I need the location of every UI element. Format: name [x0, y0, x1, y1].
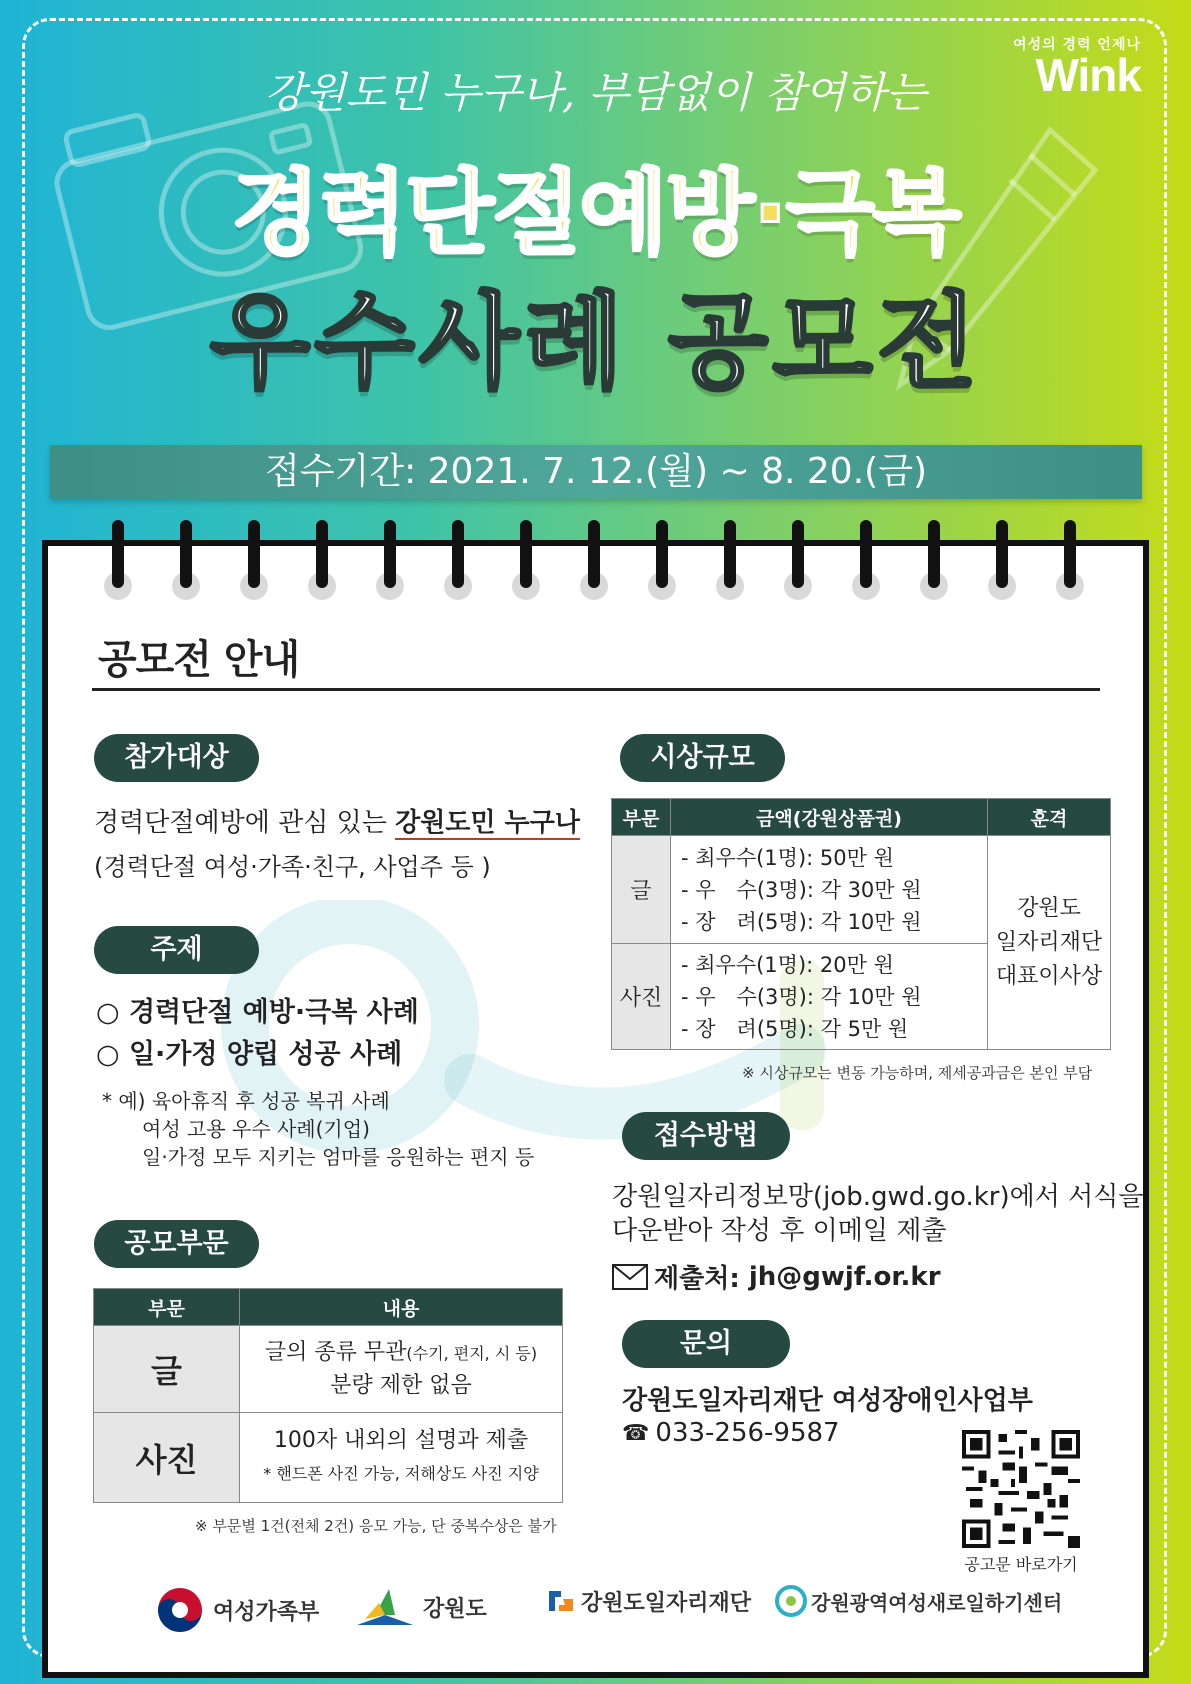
table-row [94, 1326, 563, 1413]
submit-line1: 강원일자리정보망(job.gwd.go.kr)에서 서식을 [612, 1182, 1144, 1212]
logo-text: 강원광역여성새로일하기센터 [811, 1590, 1063, 1615]
prize-line: - 장 려(5명): 각 5만 원 [681, 1016, 909, 1041]
poster-title-line1: 경력단절예방·극복 [231, 160, 960, 267]
theme-label: 주제 [94, 926, 259, 974]
qr-label: 공고문 바로가기 [964, 1555, 1078, 1574]
logo-gangwon [355, 1585, 487, 1629]
notebook-ring [647, 520, 677, 608]
submit-line2: 다운받아 작성 후 이메일 제출 [612, 1216, 947, 1246]
email-address[interactable]: jh@gwjf.or.kr [748, 1261, 941, 1292]
category-header: 내용 [240, 1289, 563, 1326]
phone-icon: ☎ [622, 1420, 650, 1446]
award-line: 강원도 [1017, 895, 1081, 921]
notebook-ring [443, 520, 473, 608]
prize-header: 금액(강원상품권) [671, 799, 988, 836]
prize-note: ※ 시상규모는 변동 가능하며, 제세공과금은 본인 부담 [742, 1064, 1093, 1082]
notebook-ring [987, 520, 1017, 608]
submit-email-row [612, 1258, 941, 1295]
prize-award [988, 836, 1111, 1050]
prize-line: - 최우수(1명): 20만 원 [681, 952, 894, 977]
theme-item: ○ 경력단절 예방·극복 사례 [96, 997, 419, 1028]
category-note: ※ 부문별 1건(전체 2건) 응모 가능, 단 중복수상은 불가 [195, 1517, 557, 1535]
logo-saeil [775, 1585, 1062, 1617]
target-line1-prefix: 경력단절예방에 관심 있는 [94, 808, 396, 838]
gangwon-emblem-icon [355, 1585, 415, 1629]
prize-header: 부문 [612, 799, 671, 836]
notebook-ring [851, 520, 881, 608]
notebook-ring [375, 520, 405, 608]
category-line1: 글의 종류 무관 [264, 1339, 407, 1365]
notebook-ring [171, 520, 201, 608]
email-label: 제출처: [654, 1264, 740, 1294]
contact-label: 문의 [622, 1320, 790, 1368]
category-line1: 100자 내외의 설명과 제출 [273, 1428, 529, 1453]
category-line1-small: (수기, 편지, 시 등) [406, 1343, 538, 1363]
theme-example: 일·가정 모두 지키는 엄마를 응원하는 편지 등 [142, 1145, 535, 1169]
category-content [240, 1413, 563, 1503]
target-label: 참가대상 [94, 734, 259, 782]
saeil-emblem-icon [775, 1585, 807, 1617]
section-title: 공모전 안내 [98, 637, 300, 683]
notebook-ring [511, 520, 541, 608]
category-name: 글 [94, 1326, 240, 1413]
category-header: 부문 [94, 1289, 240, 1326]
notebook-ring [783, 520, 813, 608]
table-row [94, 1413, 563, 1503]
envelope-icon [612, 1264, 648, 1290]
category-table [93, 1288, 563, 1503]
category-content [240, 1326, 563, 1413]
taegeuk-icon [155, 1585, 205, 1635]
theme-item: ○ 일·가정 양립 성공 사례 [96, 1039, 403, 1070]
contact-phone-row [622, 1418, 840, 1448]
prize-line: - 우 수(3명): 각 10만 원 [681, 984, 922, 1009]
prize-label: 시상규모 [620, 734, 785, 782]
wink-logo: Wink [1035, 49, 1141, 101]
poster-subtitle: 강원도민 누구나, 부담없이 참여하는 [264, 68, 927, 117]
notebook-ring [919, 520, 949, 608]
target-line2: (경력단절 여성·가족·친구, 사업주 등 ) [94, 853, 491, 881]
table-row [612, 836, 1111, 944]
target-line1 [94, 802, 580, 839]
section-divider [92, 688, 1100, 691]
brand-tagline: 여성의 경력 언제나 [1013, 37, 1141, 53]
notebook-ring [715, 520, 745, 608]
prize-category: 사진 [612, 944, 671, 1050]
award-line: 일자리재단 [995, 929, 1103, 955]
prize-amounts [671, 836, 988, 944]
logo-text: 여성가족부 [213, 1599, 320, 1625]
category-line2: 분량 제한 없음 [330, 1372, 472, 1398]
prize-header: 훈격 [988, 799, 1111, 836]
notebook-ring [103, 520, 133, 608]
notebook-ring [579, 520, 609, 608]
notebook-ring [1055, 520, 1085, 608]
theme-example: 여성 고용 우수 사례(기업) [142, 1117, 370, 1141]
poster-title-line2: 우수사례 공모전 [209, 281, 982, 403]
award-line: 대표이사상 [995, 963, 1103, 989]
prize-table [611, 798, 1111, 1050]
submit-label: 접수방법 [622, 1112, 790, 1160]
prize-line: - 최우수(1명): 50만 원 [681, 845, 894, 870]
qr-code[interactable] [962, 1430, 1080, 1548]
target-emphasis: 강원도민 누구나 [395, 808, 580, 838]
contact-org: 강원도일자리재단 여성장애인사업부 [622, 1386, 1033, 1416]
category-name: 사진 [94, 1413, 240, 1503]
logo-text: 강원도일자리재단 [581, 1590, 752, 1616]
theme-example: * 예) 육아휴직 후 성공 복귀 사례 [102, 1089, 390, 1113]
notebook-ring [239, 520, 269, 608]
contact-phone: 033-256-9587 [655, 1418, 840, 1448]
gwjf-emblem-icon [545, 1585, 577, 1617]
prize-line: - 우 수(3명): 각 30만 원 [681, 877, 922, 902]
logo-mogef [155, 1585, 319, 1635]
logo-text: 강원도 [423, 1596, 487, 1622]
notebook-ring [307, 520, 337, 608]
logo-gwjf [545, 1585, 751, 1617]
category-label: 공모부문 [94, 1220, 259, 1268]
category-line2: * 핸드폰 사진 가능, 저해상도 사진 지양 [263, 1464, 539, 1483]
prize-line: - 장 려(5명): 각 10만 원 [681, 909, 922, 934]
prize-amounts [671, 944, 988, 1050]
prize-category: 글 [612, 836, 671, 944]
application-period: 접수기간: 2021. 7. 12.(월) ~ 8. 20.(금) [50, 445, 1142, 499]
